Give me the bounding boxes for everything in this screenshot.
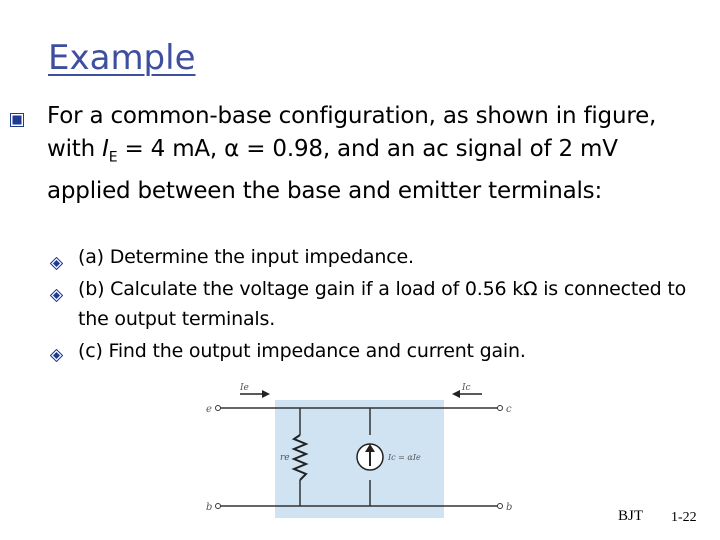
label-e: e — [206, 404, 212, 415]
label-b-right: b — [506, 502, 513, 513]
label-c: c — [506, 404, 512, 415]
arrow-right-icon — [262, 390, 270, 398]
label-b-left: b — [206, 502, 213, 513]
label-ie: Ie — [240, 383, 249, 393]
slide-title: Example — [48, 38, 196, 78]
label-ic: Ic — [462, 383, 471, 393]
label-re: re — [280, 453, 290, 463]
arrow-left-icon — [452, 390, 460, 398]
square-bullet-icon — [10, 113, 24, 127]
list-item-c: (c) Find the output impedance and current gain. — [78, 340, 526, 362]
main-paragraph: For a common-base configuration, as shown in figure, with $I_E = 4$ mA, α = 0.98, and an ac signal of 2 mV applied between the base and emitter terminals: — [47, 103, 657, 204]
diamond-bullet-icon — [50, 349, 63, 362]
list-item-a: (a) Determine the input impedance. — [78, 246, 414, 268]
slide-number: 1-22 — [671, 510, 697, 525]
footer-topic: BJT — [618, 508, 644, 524]
label-source: Ic = αIe — [388, 453, 421, 462]
diamond-bullet-icon — [50, 257, 63, 270]
diamond-bullet-icon — [50, 289, 63, 302]
common-base-circuit-figure — [200, 380, 530, 530]
list-item-b: (b) Calculate the voltage gain if a load of 0.56 kΩ is connected to the output terminals. — [78, 278, 687, 330]
